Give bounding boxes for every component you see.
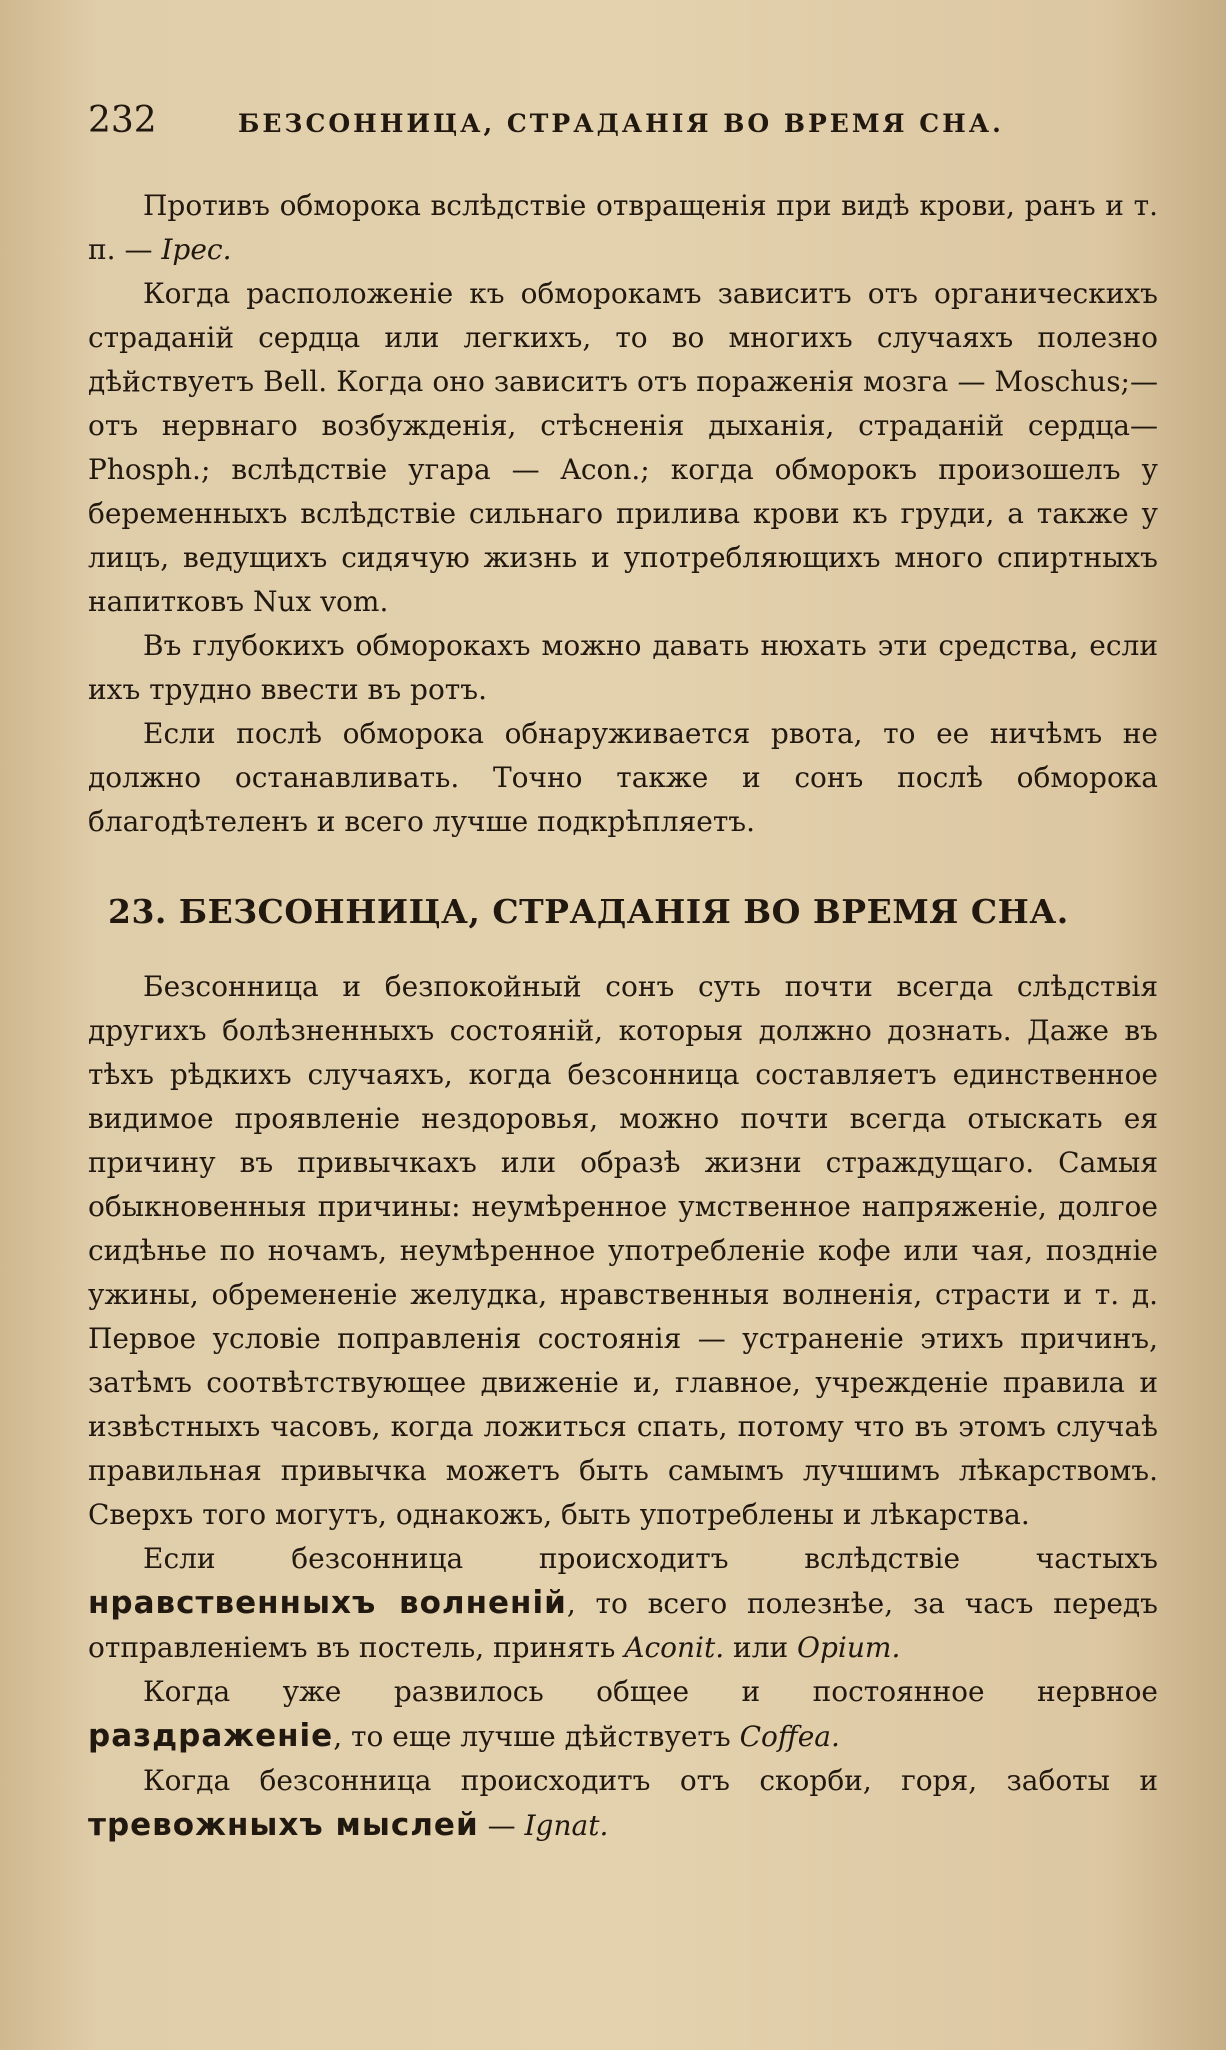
emphasis-anxious-thoughts: тревожныхъ мыслей	[88, 1807, 479, 1843]
emphasis-moral-agitation: нравственныхъ волненій	[88, 1585, 567, 1621]
remedy-coffea: Coffea.	[739, 1720, 840, 1753]
emphasis-irritation: раздраженіе	[88, 1718, 334, 1754]
paragraph-deep-fainting: Въ глубокихъ обморокахъ можно давать нюхать эти средства, если ихъ трудно ввести въ ротъ.	[88, 629, 1158, 706]
paragraph-moral-agitation: Если безсонница происходитъ вслѣдствіе частыхъ нравственныхъ волненій, то всего полезнѣе, за часъ передъ отправленіемъ въ постель, принять Aconit. или Opium.	[88, 1542, 1158, 1664]
paragraph-anxious-thoughts: Когда безсонница происходитъ отъ скорби, горя, заботы и тревожныхъ мыслей — Ignat.	[88, 1764, 1158, 1843]
running-title: БЕЗСОННИЦА, СТРАДАНІЯ ВО ВРЕМЯ СНА.	[238, 109, 1004, 138]
remedy-opium: Opium.	[797, 1631, 901, 1664]
section-heading: 23. БЕЗСОННИЦА, СТРАДАНІЯ ВО ВРЕМЯ СНА.	[108, 892, 1069, 931]
page-header	[88, 100, 1158, 156]
remedy-aconit: Aconit.	[624, 1631, 725, 1664]
paragraph-insomnia-causes: Безсонница и безпокойный сонъ суть почти всегда слѣдствія другихъ болѣзненныхъ состояній, которыя должно дознать. Даже въ тѣхъ рѣдкихъ случаяхъ, когда безсонница составляетъ единственное видимое проявленіе нездоровья, можно почти всегда отыскать ея причину въ привычкахъ или образѣ жизни страждущаго. Самыя обыкновенныя причины: неумѣренное умственное напряженіе, долгое сидѣнье по ночамъ, неумѣренное употребленіе кофе или чая, поздніе ужины, обремененіе желудка, нравственныя волненія, страсти и т. д. Первое условіе поправленія состоянія — устраненіе этихъ причинъ, затѣмъ соотвѣтствующее движеніе и, главное, учрежденіе правила и извѣстныхъ часовъ, когда ложиться спать, потому что въ этомъ случаѣ правильная привычка можетъ быть самымъ лучшимъ лѣкарствомъ. Сверхъ того могутъ, однакожъ, быть употреблены и лѣкарства.	[88, 970, 1158, 1531]
paragraph-vomiting: Если послѣ обморока обнаруживается рвота, то ее ничѣмъ не должно останавливать. Точно также и сонъ послѣ обморока благодѣтеленъ и всего лучше подкрѣпляетъ.	[88, 717, 1158, 838]
remedy-ipec: Ipec.	[161, 233, 232, 266]
paragraph-ipec: Противъ обморока вслѣдствіе отвращенія при видѣ крови, ранъ и т. п. — Ipec.	[88, 189, 1158, 266]
remedy-ignat: Ignat.	[524, 1809, 609, 1842]
paragraph-organic-causes: Когда расположеніе къ обморокамъ зависитъ отъ органическихъ страданій сердца или легкихъ, то во многихъ случаяхъ полезно дѣйствуетъ Bell. Когда оно зависитъ отъ пораженія мозга — Moschus;—отъ нервнаго возбужденія, стѣсненія дыханія, страданій сердца—Phosph.; вслѣдствіе угара — Acon.; когда обморокъ произошелъ у беременныхъ вслѣдствіе сильнаго прилива крови къ груди, а также у лицъ, ведущихъ сидячую жизнь и употребляющихъ много спиртныхъ напитковъ Nux vom.	[88, 277, 1158, 618]
paragraph-irritation: Когда уже развилось общее и постоянное нервное раздраженіе, то еще лучше дѣйствуетъ Coffea.	[88, 1675, 1158, 1754]
page-number: 232	[88, 100, 157, 141]
